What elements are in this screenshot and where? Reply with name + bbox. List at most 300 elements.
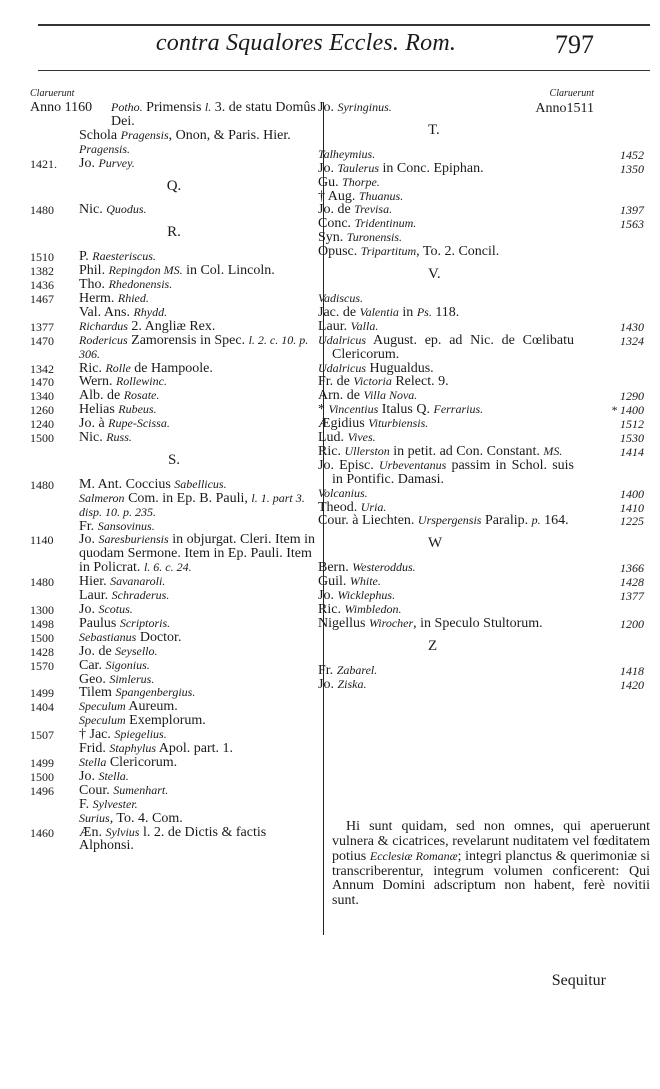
section-letter: T.	[428, 121, 440, 138]
entry-year: 1499	[30, 755, 54, 770]
text-run: Zamorensis in Spec.	[127, 332, 249, 348]
text-run: Jo.	[318, 676, 338, 692]
entry-year: 1500	[30, 630, 54, 645]
entry-text	[318, 487, 574, 501]
entry-row	[318, 560, 644, 576]
text-run: † Jac.	[79, 727, 115, 743]
page-number: 797	[555, 30, 594, 59]
text-run: Jo.	[79, 602, 99, 617]
entry-row	[318, 332, 644, 362]
text-run: Primensis	[142, 100, 205, 115]
italic-name: Vincentius	[328, 402, 379, 417]
entry-text	[79, 403, 318, 417]
entry-row	[318, 602, 644, 617]
entry-year: 1200	[620, 616, 644, 631]
entry-year: 1530	[620, 431, 644, 446]
italic-name: Volcanius.	[318, 485, 368, 500]
entry-text	[79, 784, 318, 798]
text-run: Nic.	[79, 430, 107, 446]
entry-text	[318, 292, 574, 306]
entry-row	[30, 617, 318, 631]
entry-row	[318, 402, 644, 418]
text-run: in Col. Lincoln.	[182, 263, 275, 279]
entry-row	[318, 615, 644, 631]
entry-row	[318, 360, 644, 376]
text-run: Exemplorum.	[125, 713, 206, 729]
text-run: Com. in Ep. B. Pauli,	[124, 490, 252, 506]
text-run: , To. 2. Concil.	[416, 244, 500, 260]
italic-name: Thorpe.	[342, 174, 380, 189]
entry-year: 1500	[30, 431, 54, 446]
text-run: Clericorum.	[106, 754, 178, 770]
text-run: August. ep. ad Nic. de Cœlibatu Clericorum.	[332, 332, 574, 362]
entry-year: * 1400	[611, 403, 644, 418]
italic-name: Pragensis.	[79, 141, 130, 156]
entry-year: 1342	[30, 361, 54, 376]
italic-name: Simlerus.	[109, 671, 155, 686]
entry-text	[318, 362, 574, 376]
entry-row	[318, 485, 644, 501]
section-letter: Q.	[166, 177, 182, 194]
entry-row	[318, 676, 644, 692]
entry-text	[318, 217, 574, 231]
entry-row	[30, 492, 318, 520]
entry-row	[318, 499, 644, 515]
italic-name: Rodericus	[79, 332, 128, 347]
text-run: Jo.	[79, 532, 99, 548]
italic-name: Raesteriscus.	[92, 249, 156, 264]
text-run: , in Speculo Stultorum.	[413, 615, 543, 631]
entry-row	[318, 416, 644, 432]
entry-year: 1470	[30, 333, 54, 348]
italic-name: Scotus.	[98, 602, 133, 616]
entry-row	[318, 443, 644, 459]
text-run: Jo. de	[79, 643, 116, 659]
italic-name: p.	[531, 513, 541, 528]
text-run: Jo.	[318, 588, 338, 604]
entry-text	[79, 714, 318, 728]
entry-row	[30, 700, 318, 714]
italic-name: Westeroddus.	[352, 560, 416, 575]
entry-year: 1377	[30, 319, 54, 334]
entry-text	[318, 190, 574, 204]
entry-year: 1340	[30, 389, 54, 404]
text-run: Car.	[79, 657, 106, 673]
running-title-text: contra Squalores Eccles. Rom.	[155, 30, 457, 56]
entry-year: 1430	[620, 319, 644, 334]
entry-row	[318, 290, 644, 306]
closing-paragraph	[332, 820, 650, 909]
entry-row	[30, 812, 318, 826]
entry-year: 1480	[30, 477, 54, 492]
entry-row	[30, 157, 318, 171]
italic-name: White.	[349, 574, 381, 589]
catchword: Sequitur	[551, 972, 606, 989]
entry-row	[30, 306, 318, 320]
entry-text	[79, 686, 318, 700]
entry-text	[79, 362, 318, 376]
italic-name: Stella.	[98, 768, 129, 783]
entry-text	[79, 589, 318, 603]
text-run: Syn.	[318, 230, 347, 246]
text-run: Phil.	[79, 263, 109, 279]
text-run: Æn.	[79, 824, 106, 840]
entry-text	[79, 700, 318, 714]
entry-year: 1470	[30, 375, 54, 390]
entry-text	[79, 292, 318, 306]
entry-row	[30, 520, 318, 534]
header-rule-bottom	[38, 70, 650, 71]
italic-name: Sabellicus.	[174, 476, 227, 491]
text-run: Tilem	[79, 685, 116, 701]
entry-text	[79, 129, 318, 157]
text-run: Ægidius	[318, 416, 369, 432]
text-run: 118.	[431, 304, 460, 320]
text-run: 2. Angliæ Rex.	[127, 318, 216, 334]
italic-name: Sylvester.	[92, 796, 138, 811]
entry-row	[30, 798, 318, 812]
italic-name: Tripartitum	[360, 244, 417, 259]
entry-row	[30, 728, 318, 742]
entry-text	[318, 561, 574, 575]
column-label-right: Claruerunt	[549, 88, 594, 99]
entry-year: 1499	[30, 686, 54, 701]
text-run: Laur.	[79, 588, 112, 604]
entry-year: 1498	[30, 616, 54, 631]
entry-row	[318, 318, 644, 334]
entry-text	[79, 389, 318, 403]
entry-text	[79, 250, 318, 264]
entry-row	[318, 216, 644, 232]
text-run: Jo. Episc.	[318, 457, 379, 473]
entry-text	[318, 176, 574, 190]
italic-name: Valla.	[350, 318, 379, 333]
italic-name: Pragensis	[120, 127, 169, 142]
entry-text	[318, 101, 574, 115]
entry-year: 1418	[620, 663, 644, 678]
entry-row	[30, 417, 318, 431]
entry-row	[30, 431, 318, 445]
italic-name: Rolle	[105, 360, 131, 375]
entry-text	[79, 631, 318, 645]
text-run: ; integri planctus & querimoniæ si transcriberentur, integrum volumen conficerent: Qui Annum Domini adscriptum non habent, ferè novitii sunt.	[332, 849, 650, 908]
italic-name: Purvey.	[98, 155, 135, 170]
entry-row	[318, 304, 644, 320]
text-run: Gu.	[318, 174, 343, 190]
entry-year: 1570	[30, 658, 54, 673]
entry-text	[79, 673, 318, 687]
entry-text	[318, 501, 574, 515]
italic-name: Thuanus.	[358, 188, 404, 203]
entry-row	[30, 714, 318, 728]
italic-name: Surius	[79, 810, 110, 825]
italic-name: l. 6. c. 24.	[143, 560, 192, 575]
entry-text	[79, 492, 318, 520]
text-run: , To. 4. Com.	[109, 810, 183, 826]
text-run: Hier.	[79, 574, 111, 590]
italic-name: Seysello.	[115, 643, 158, 658]
entry-row	[318, 513, 644, 529]
entry-text	[318, 403, 574, 417]
entry-year: 1428	[620, 575, 644, 590]
italic-name: Speculum	[79, 713, 126, 728]
text-run: Jo. à	[79, 416, 109, 432]
left-column	[30, 101, 318, 853]
italic-name: Potho.	[111, 100, 143, 114]
text-run: Cour. à Liechten.	[318, 513, 418, 529]
entry-text	[318, 203, 574, 217]
text-run: Ric.	[318, 443, 345, 459]
text-run: Arn. de	[318, 388, 364, 404]
italic-name: Spiegelius.	[114, 727, 167, 742]
entry-text	[318, 320, 574, 334]
entry-text	[79, 278, 318, 292]
closing-paragraph-text	[332, 820, 650, 909]
entry-text	[318, 514, 574, 528]
entry-text	[79, 770, 318, 784]
italic-name: Ps.	[416, 304, 432, 319]
italic-name: Savanaroli.	[110, 574, 166, 589]
italic-name: Vives.	[347, 430, 376, 445]
text-run: Fr.	[79, 518, 98, 534]
italic-name: Repingdon MS.	[108, 263, 183, 278]
text-run: in petit. ad Con. Constant.	[389, 443, 544, 459]
entry-text	[79, 306, 318, 320]
entry-year: 1496	[30, 783, 54, 798]
italic-name: Rhied.	[117, 290, 149, 305]
header-rule-top	[38, 24, 650, 26]
text-run: passim in Schol. suis in Pontific. Damasi.	[332, 457, 574, 487]
entry-row	[30, 589, 318, 603]
entry-row	[318, 174, 644, 190]
text-run: Jac. de	[318, 304, 360, 320]
entry-text	[79, 533, 318, 575]
entry-text	[318, 245, 574, 259]
entry-text	[79, 617, 318, 631]
italic-name: Rubeus.	[118, 402, 157, 417]
text-run: l. 2. de Dictis & factis Alphonsi.	[79, 824, 267, 854]
text-run: Hi sunt quidam, sed non omnes, qui aperuerunt vulnera & cicatrices, revelarunt nuditatem vel fœditatem potius	[332, 819, 650, 865]
italic-name: Quodus.	[106, 202, 147, 217]
text-run: Ric.	[79, 360, 106, 376]
entry-row	[318, 188, 644, 204]
entry-row	[30, 278, 318, 292]
entry-year: 1300	[30, 603, 54, 617]
section-letter: W	[428, 535, 443, 552]
entry-text	[111, 101, 318, 129]
entry-year: 1460	[30, 825, 54, 840]
text-run: de Hampoole.	[130, 360, 213, 376]
italic-name: Uria.	[360, 499, 387, 514]
entry-text	[79, 417, 318, 431]
italic-name: Wicklephus.	[337, 588, 396, 603]
text-run: Frid.	[79, 741, 110, 757]
entry-row	[318, 388, 644, 404]
entry-row	[318, 574, 644, 590]
entry-row	[30, 575, 318, 589]
entry-row	[30, 770, 318, 784]
entry-year: 1404	[30, 700, 54, 715]
text-run: 164.	[540, 513, 569, 529]
text-run: in Conc. Epiphan.	[379, 160, 484, 176]
column-label-left: Claruerunt	[30, 88, 75, 99]
entry-text	[79, 264, 318, 278]
text-run: Aureum.	[125, 699, 178, 715]
text-run: Jo.	[79, 768, 99, 784]
text-run: Apol. part. 1.	[156, 741, 234, 757]
italic-name: Talheymius.	[318, 146, 376, 161]
italic-name: Udalricus	[318, 360, 366, 375]
entry-row	[318, 202, 644, 218]
italic-name: Sebastianus	[79, 629, 137, 644]
entry-year: 1400	[620, 486, 644, 501]
italic-name: Staphylus	[109, 741, 157, 756]
entry-text	[79, 659, 318, 673]
text-run: Fr. de	[318, 374, 354, 390]
italic-name: Scriptoris.	[119, 615, 171, 630]
entry-row	[318, 160, 644, 176]
entry-text	[79, 575, 318, 589]
text-run: Theod.	[318, 499, 361, 515]
italic-name: Viturbiensis.	[368, 416, 429, 431]
text-run: Val. Ans.	[79, 304, 134, 320]
right-column	[318, 100, 644, 692]
entry-row	[30, 203, 318, 217]
text-run: F.	[79, 796, 93, 812]
text-run: Helias	[79, 402, 119, 418]
section-letter: R.	[167, 224, 181, 241]
text-run: *	[318, 402, 329, 418]
entry-text	[318, 603, 574, 617]
entry-row	[318, 588, 644, 604]
entry-year: 1366	[620, 561, 644, 576]
text-run: Jo.	[318, 160, 338, 176]
text-run: P.	[79, 249, 93, 265]
entry-year: 1420	[620, 677, 644, 692]
text-run: Bern.	[318, 560, 353, 576]
entry-text	[79, 645, 318, 659]
italic-name: Sigonius.	[105, 657, 150, 672]
text-run: Herm.	[79, 290, 118, 306]
entry-text	[318, 678, 574, 692]
entry-text	[318, 162, 574, 176]
entry-row	[30, 389, 318, 403]
anno-label-right: Anno1511	[535, 101, 594, 116]
entry-year: 1140	[30, 533, 54, 548]
text-run: Tho.	[79, 277, 109, 293]
entry-text	[318, 617, 574, 631]
italic-name: MS.	[543, 443, 563, 458]
entry-year: 1512	[620, 417, 644, 432]
entry-year: 1240	[30, 417, 54, 432]
entry-year: 1225	[620, 514, 644, 529]
text-run: , Onon, & Paris. Hier.	[168, 127, 291, 143]
entry-year: 1563	[620, 217, 644, 232]
text-run: Laur.	[318, 318, 351, 334]
entry-text	[79, 157, 318, 171]
text-run: Italus Q.	[378, 402, 434, 418]
entry-text	[79, 826, 318, 854]
entry-year: 1467	[30, 291, 54, 306]
italic-name: Sylvius	[105, 824, 140, 839]
entry-year: 1414	[620, 444, 644, 459]
entry-text	[79, 375, 318, 389]
italic-name: Urspergensis	[417, 513, 482, 528]
entry-text	[79, 742, 318, 756]
entry-year: 1410	[620, 500, 644, 515]
entry-text	[318, 459, 574, 487]
italic-name: l. 1. part 3. disp. 10. p. 235.	[79, 490, 305, 519]
entry-row	[318, 100, 644, 115]
text-run: Hugualdus.	[366, 360, 434, 376]
text-run: Conc.	[318, 216, 355, 232]
entry-text	[318, 306, 574, 320]
text-run: in	[398, 304, 417, 320]
entry-text	[318, 431, 574, 445]
italic-name: Stella	[79, 754, 107, 769]
italic-name: Salmeron	[79, 490, 125, 505]
text-run: Nigellus	[318, 615, 369, 631]
entry-text	[79, 334, 318, 362]
entry-text	[318, 148, 574, 162]
italic-name: Syringinus.	[337, 100, 392, 114]
entry-year: 1350	[620, 161, 644, 176]
italic-name: Zabarel.	[336, 662, 378, 677]
entry-row	[30, 673, 318, 687]
italic-name: Trevisa.	[354, 202, 393, 217]
italic-name: Rollewinc.	[115, 374, 167, 389]
entry-year: 1500	[30, 769, 54, 784]
entry-text	[79, 812, 318, 826]
section-letter: Z	[428, 637, 438, 654]
italic-name: Rosate.	[123, 388, 160, 403]
italic-name: Turonensis.	[346, 230, 403, 245]
entry-text	[79, 203, 318, 217]
entry-row	[30, 784, 318, 798]
italic-name: Spangenbergius.	[115, 685, 196, 700]
italic-name: Wirocher	[368, 615, 414, 630]
entry-text	[318, 375, 574, 389]
italic-name: Taulerus	[337, 160, 380, 175]
entry-row	[30, 320, 318, 334]
entry-text	[318, 231, 574, 245]
italic-name: Sumenhart.	[113, 782, 169, 797]
entry-year: Anno 1160	[30, 100, 93, 115]
entry-row	[318, 457, 644, 487]
entry-text	[79, 756, 318, 770]
italic-name: Ziska.	[337, 676, 367, 691]
italic-name: Speculum	[79, 699, 126, 714]
entry-row	[30, 659, 318, 673]
italic-name: Schraderus.	[111, 588, 170, 603]
text-run: Lud.	[318, 430, 348, 446]
entry-row	[30, 742, 318, 756]
entry-text	[79, 478, 318, 492]
italic-name: Sansovinus.	[97, 518, 155, 533]
text-run: Alb. de	[79, 388, 124, 404]
text-run: Wern.	[79, 374, 116, 390]
text-run: Paralip.	[481, 513, 532, 529]
italic-name: Udalricus	[318, 332, 366, 347]
italic-name: Valentia	[359, 304, 399, 319]
entry-text	[318, 334, 574, 362]
entry-text	[318, 575, 574, 589]
italic-name: Rhedonensis.	[108, 277, 173, 292]
entry-row	[30, 631, 318, 645]
entry-row	[30, 334, 318, 362]
text-run: Fr.	[318, 662, 337, 678]
text-run: † Aug.	[318, 188, 359, 204]
